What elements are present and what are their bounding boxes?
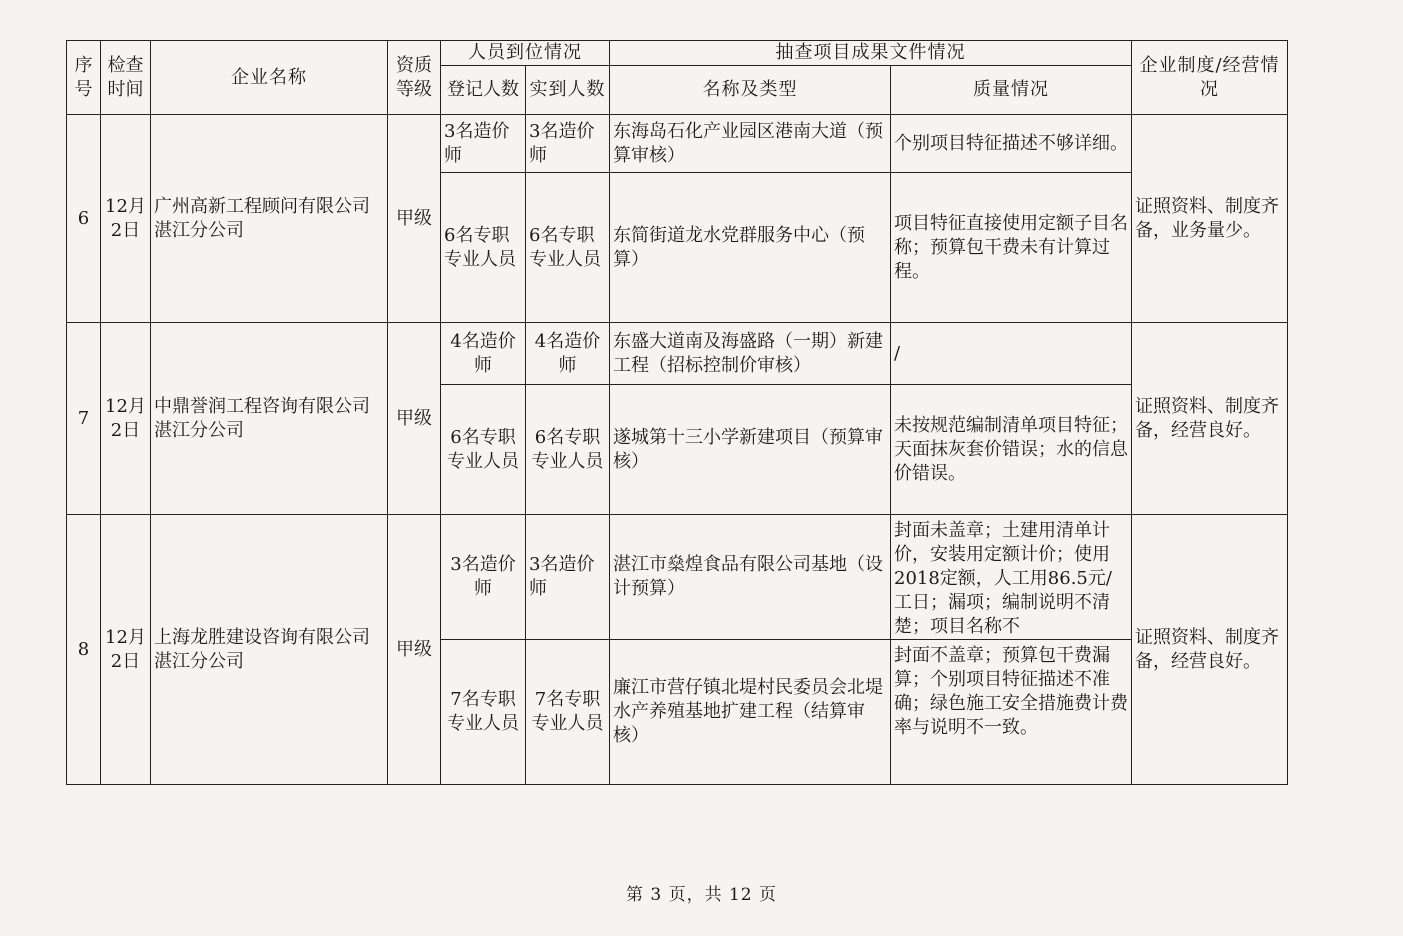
row-date: 12月2日	[101, 515, 151, 785]
row-level: 甲级	[388, 515, 441, 785]
header-staff-group: 人员到位情况	[441, 41, 610, 66]
row-project: 遂城第十三小学新建项目（预算审核）	[610, 385, 891, 515]
table-row	[67, 515, 1288, 640]
row-seq: 7	[67, 323, 101, 515]
row-registered: 7名专职专业人员	[441, 640, 526, 785]
row-system: 证照资料、制度齐备，业务量少。	[1132, 115, 1288, 323]
row-company: 上海龙胜建设咨询有限公司湛江分公司	[151, 515, 388, 785]
inspection-table	[66, 40, 1288, 785]
row-quality: 个别项目特征描述不够详细。	[891, 115, 1132, 173]
header-project-group: 抽查项目成果文件情况	[610, 41, 1132, 66]
row-actual: 6名专职专业人员	[526, 385, 610, 515]
row-quality: 封面未盖章；土建用清单计价，安装用定额计价；使用2018定额，人工用86.5元/工日；漏项；编制说明不清楚；项目名称不	[891, 515, 1132, 640]
row-quality: 封面不盖章；预算包干费漏算；个别项目特征描述不准确；绿色施工安全措施费计费率与说明不一致。	[891, 640, 1132, 785]
header-system: 企业制度/经营情况	[1132, 41, 1288, 115]
row-registered: 6名专职专业人员	[441, 173, 526, 323]
table-row	[67, 115, 1288, 173]
row-seq: 6	[67, 115, 101, 323]
row-project: 东简街道龙水党群服务中心（预算）	[610, 173, 891, 323]
page-number: 第 3 页，共 12 页	[625, 885, 778, 905]
row-quality: /	[891, 323, 1132, 385]
row-system: 证照资料、制度齐备，经营良好。	[1132, 515, 1288, 785]
header-seq: 序号	[67, 41, 101, 115]
row-company: 中鼎誉润工程咨询有限公司湛江分公司	[151, 323, 388, 515]
row-company: 广州高新工程顾问有限公司湛江分公司	[151, 115, 388, 323]
header-company: 企业名称	[151, 41, 388, 115]
header-actual: 实到人数	[526, 66, 610, 115]
row-date: 12月2日	[101, 115, 151, 323]
header-quality: 质量情况	[891, 66, 1132, 115]
row-actual: 7名专职专业人员	[526, 640, 610, 785]
row-actual: 3名造价师	[526, 115, 610, 173]
header-date: 检查时间	[101, 41, 151, 115]
row-quality: 未按规范编制清单项目特征；天面抹灰套价错误；水的信息价错误。	[891, 385, 1132, 515]
row-project: 东盛大道南及海盛路（一期）新建工程（招标控制价审核）	[610, 323, 891, 385]
row-system: 证照资料、制度齐备，经营良好。	[1132, 323, 1288, 515]
row-level: 甲级	[388, 115, 441, 323]
row-actual: 6名专职专业人员	[526, 173, 610, 323]
row-project: 廉江市营仔镇北堤村民委员会北堤水产养殖基地扩建工程（结算审核）	[610, 640, 891, 785]
row-project: 东海岛石化产业园区港南大道（预算审核）	[610, 115, 891, 173]
row-date: 12月2日	[101, 323, 151, 515]
table-row	[67, 323, 1288, 385]
header-registered: 登记人数	[441, 66, 526, 115]
row-actual: 4名造价师	[526, 323, 610, 385]
row-quality: 项目特征直接使用定额子目名称；预算包干费未有计算过程。	[891, 173, 1132, 323]
header-level: 资质等级	[388, 41, 441, 115]
row-registered: 3名造价师	[441, 515, 526, 640]
row-seq: 8	[67, 515, 101, 785]
row-level: 甲级	[388, 323, 441, 515]
row-registered: 6名专职专业人员	[441, 385, 526, 515]
row-registered: 4名造价师	[441, 323, 526, 385]
row-registered: 3名造价师	[441, 115, 526, 173]
row-actual: 3名造价师	[526, 515, 610, 640]
header-project-name: 名称及类型	[610, 66, 891, 115]
row-project: 湛江市燊煌食品有限公司基地（设计预算）	[610, 515, 891, 640]
